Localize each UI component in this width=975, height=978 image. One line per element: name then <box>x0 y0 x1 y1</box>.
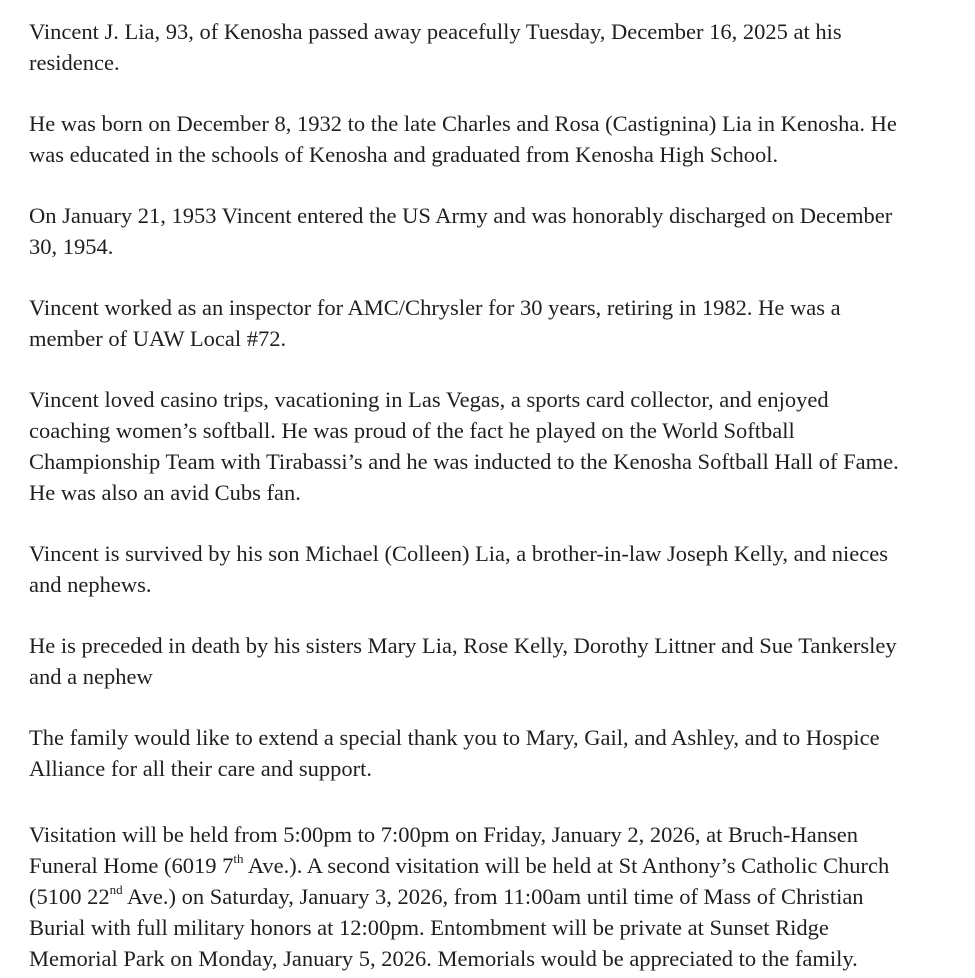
paragraph-military-service <box>29 200 975 262</box>
paragraph-thanks <box>29 722 975 784</box>
text-line <box>29 850 975 881</box>
text-segment: Ave.). A second visitation will be held at St Anthony’s Catholic Church <box>243 853 890 878</box>
text-line: He was also an avid Cubs fan. <box>29 480 301 505</box>
paragraph-survivors <box>29 538 975 600</box>
text-line: coaching women’s softball. He was proud of the fact he played on the World Softball <box>29 418 795 443</box>
text-line: Vincent worked as an inspector for AMC/Chrysler for 30 years, retiring in 1982. He was a <box>29 295 841 320</box>
text-line: Burial with full military honors at 12:00pm. Entombment will be private at Sunset Ridge <box>29 915 829 940</box>
text-line: Visitation will be held from 5:00pm to 7:00pm on Friday, January 2, 2026, at Bruch-Hansen <box>29 822 858 847</box>
paragraph-birth <box>29 108 975 170</box>
paragraph-hobbies <box>29 384 975 508</box>
text-line: and a nephew <box>29 664 153 689</box>
ordinal-suffix: th <box>233 850 244 866</box>
text-segment: Ave.) on Saturday, January 3, 2026, from 11:00am until time of Mass of Christian <box>122 884 864 909</box>
text-line: member of UAW Local #72. <box>29 326 287 351</box>
paragraph-preceded-in-death <box>29 630 975 692</box>
text-line <box>29 881 975 912</box>
text-segment: Funeral Home (6019 7 <box>29 853 234 878</box>
text-line: and nephews. <box>29 572 152 597</box>
text-line: 30, 1954. <box>29 234 114 259</box>
text-line: Vincent is survived by his son Michael (Colleen) Lia, a brother-in-law Joseph Kelly, and nieces <box>29 541 889 566</box>
paragraph-death-notice <box>29 16 975 78</box>
ordinal-suffix: nd <box>109 881 123 897</box>
text-line: Alliance for all their care and support. <box>29 756 372 781</box>
text-line: On January 21, 1953 Vincent entered the US Army and was honorably discharged on December <box>29 203 893 228</box>
paragraph-visitation <box>29 819 975 974</box>
text-line: Championship Team with Tirabassi’s and he was inducted to the Kenosha Softball Hall of Fame. <box>29 449 899 474</box>
text-line: Vincent J. Lia, 93, of Kenosha passed away peacefully Tuesday, December 16, 2025 at his <box>29 19 842 44</box>
text-line: The family would like to extend a special thank you to Mary, Gail, and Ashley, and to Hospice <box>29 725 880 750</box>
text-line: Memorial Park on Monday, January 5, 2026. Memorials would be appreciated to the family. <box>29 946 858 971</box>
text-line: Vincent loved casino trips, vacationing in Las Vegas, a sports card collector, and enjoyed <box>29 387 829 412</box>
text-line: residence. <box>29 50 120 75</box>
text-line: He is preceded in death by his sisters Mary Lia, Rose Kelly, Dorothy Littner and Sue Tankersley <box>29 633 897 658</box>
paragraph-career <box>29 292 975 354</box>
text-line: was educated in the schools of Kenosha and graduated from Kenosha High School. <box>29 142 779 167</box>
text-segment: (5100 22 <box>29 884 110 909</box>
text-line: He was born on December 8, 1932 to the late Charles and Rosa (Castignina) Lia in Kenosha. He <box>29 111 897 136</box>
